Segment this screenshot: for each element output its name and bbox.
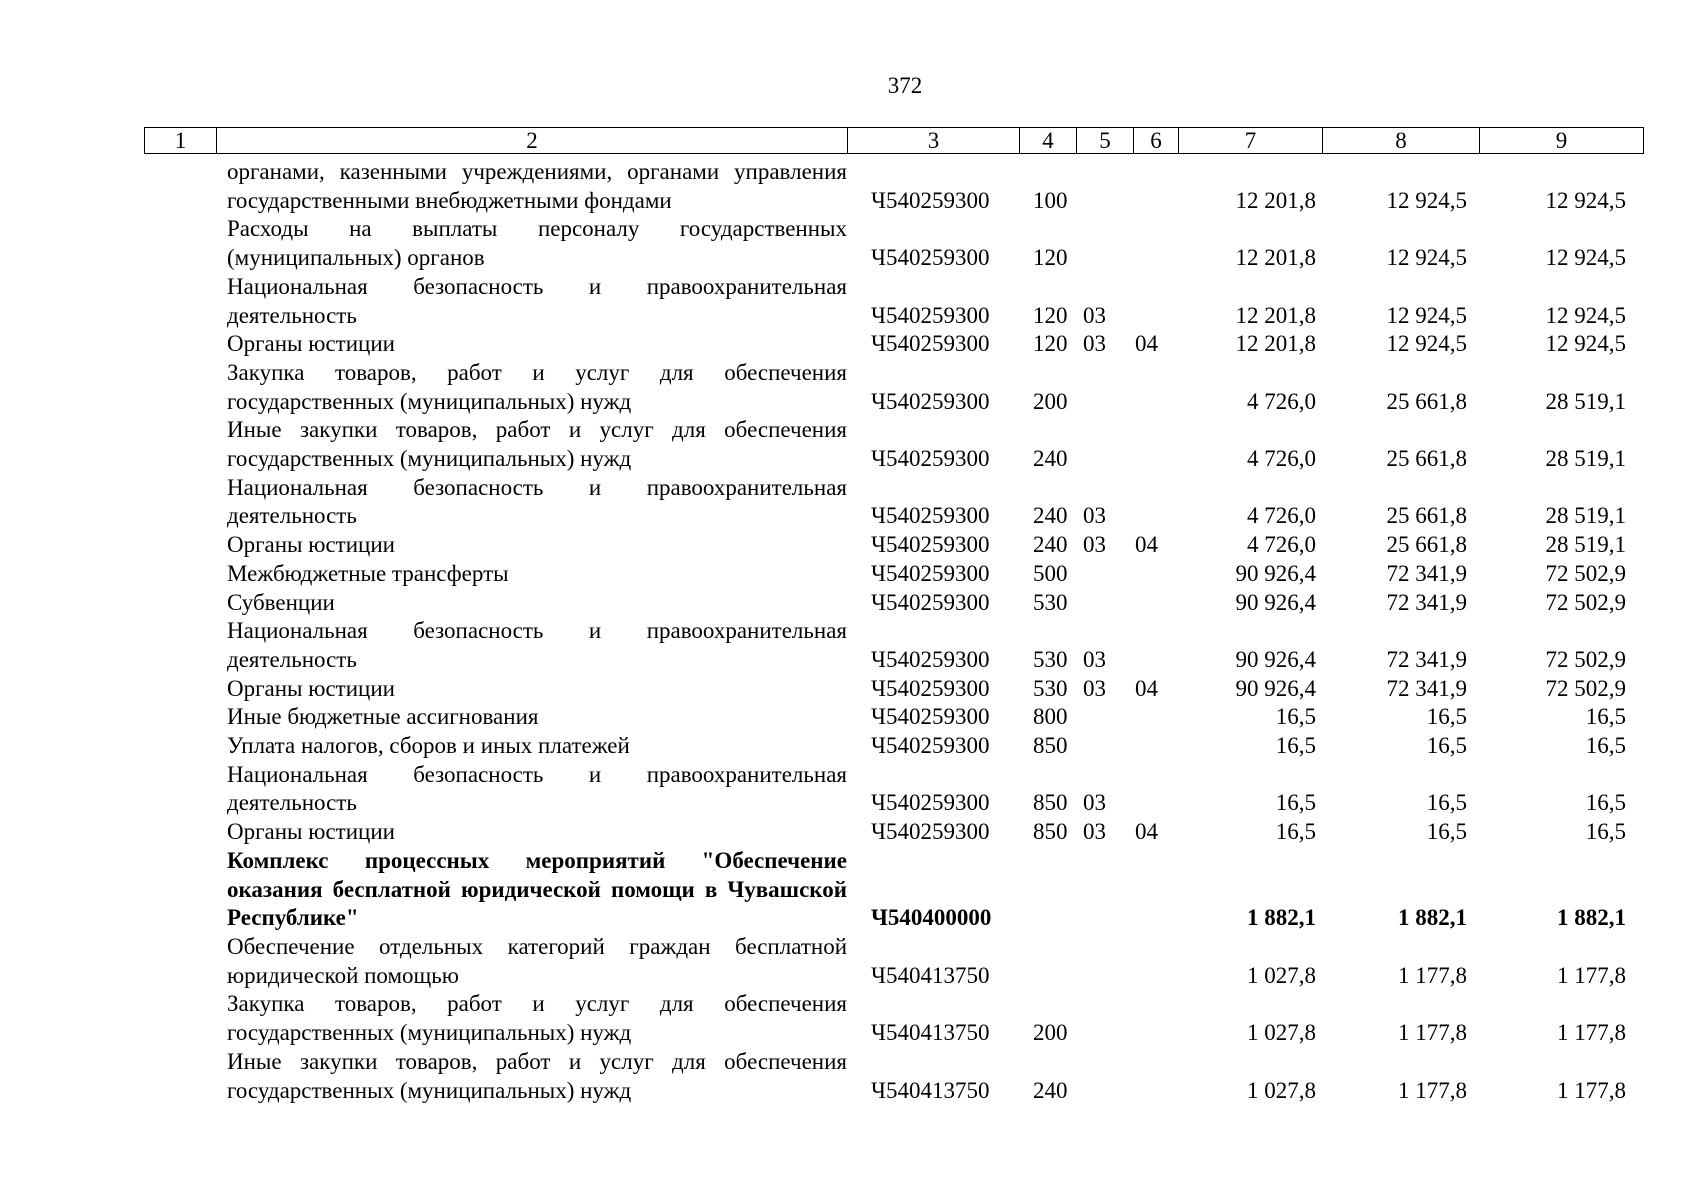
table-row	[144, 273, 1643, 330]
row-amount-3: 72 502,9	[1545, 646, 1626, 672]
row-section: 03	[1083, 302, 1106, 328]
table-row	[144, 474, 1643, 531]
row-target-code: Ч540259300	[871, 532, 990, 558]
table-row	[144, 703, 1643, 732]
row-amount-2: 72 341,9	[1386, 589, 1467, 615]
table-row	[144, 589, 1643, 618]
row-name: Расходы на выплаты персоналу государственных (муниципальных) органов	[227, 216, 847, 271]
row-amount-1: 1 027,8	[1247, 962, 1316, 988]
row-amount-2: 1 177,8	[1398, 1077, 1467, 1103]
row-target-code: Ч540259300	[871, 245, 990, 271]
row-amount-2: 16,5	[1426, 733, 1467, 759]
row-name: Обеспечение отдельных категорий граждан бесплатной юридической помощью	[227, 933, 847, 988]
row-target-code: Ч540413750	[871, 1077, 990, 1103]
row-target-code: Ч540259300	[871, 589, 990, 615]
row-name: Органы юстиции	[227, 819, 395, 845]
column-header-5: 5	[1077, 128, 1134, 154]
row-expense-type: 500	[1033, 560, 1068, 586]
row-amount-3: 72 502,9	[1545, 675, 1626, 701]
row-amount-1: 16,5	[1275, 790, 1316, 816]
table-row	[144, 675, 1643, 704]
row-amount-3: 12 924,5	[1545, 245, 1626, 271]
row-amount-1: 12 201,8	[1235, 331, 1316, 357]
row-subsection: 04	[1135, 532, 1158, 558]
row-name: Комплекс процессных мероприятий "Обеспечение оказания бесплатной юридической помощи в Чувашской Республике"	[227, 847, 847, 931]
row-expense-type: 530	[1033, 646, 1068, 672]
row-subsection: 04	[1135, 675, 1158, 701]
row-amount-3: 16,5	[1585, 819, 1626, 845]
row-target-code: Ч540259300	[871, 331, 990, 357]
row-amount-1: 90 926,4	[1235, 589, 1316, 615]
row-section: 03	[1083, 532, 1106, 558]
row-amount-3: 72 502,9	[1545, 560, 1626, 586]
row-expense-type: 850	[1033, 790, 1068, 816]
row-name: Межбюджетные трансферты	[227, 560, 509, 586]
table-row	[144, 617, 1643, 674]
row-amount-1: 90 926,4	[1235, 675, 1316, 701]
row-expense-type: 200	[1033, 1020, 1068, 1046]
row-name: Закупка товаров, работ и услуг для обеспечения государственных (муниципальных) нужд	[227, 991, 847, 1046]
row-expense-type: 200	[1033, 388, 1068, 414]
table-row	[144, 847, 1643, 933]
page-number: 372	[887, 73, 923, 98]
table-row	[144, 531, 1643, 560]
row-expense-type: 850	[1033, 733, 1068, 759]
table-row	[144, 158, 1643, 215]
row-section: 03	[1083, 675, 1106, 701]
row-section: 03	[1083, 790, 1106, 816]
row-name: Иные закупки товаров, работ и услуг для обеспечения государственных (муниципальных) нужд	[227, 417, 847, 472]
row-target-code: Ч540413750	[871, 1020, 990, 1046]
column-header-2: 2	[217, 128, 848, 154]
row-amount-3: 28 519,1	[1545, 388, 1626, 414]
row-amount-3: 12 924,5	[1545, 302, 1626, 328]
row-amount-3: 16,5	[1585, 733, 1626, 759]
row-target-code: Ч540259300	[871, 187, 990, 213]
row-amount-1: 4 726,0	[1247, 503, 1316, 529]
row-amount-3: 16,5	[1585, 704, 1626, 730]
row-amount-2: 25 661,8	[1386, 446, 1467, 472]
table-row	[144, 215, 1643, 272]
row-amount-2: 25 661,8	[1386, 503, 1467, 529]
table-row	[144, 330, 1643, 359]
row-amount-1: 16,5	[1275, 733, 1316, 759]
row-amount-3: 1 177,8	[1557, 1020, 1626, 1046]
row-amount-1: 90 926,4	[1235, 560, 1316, 586]
table-row	[144, 761, 1643, 818]
row-amount-3: 28 519,1	[1545, 532, 1626, 558]
column-header-9: 9	[1480, 128, 1644, 154]
row-amount-2: 72 341,9	[1386, 675, 1467, 701]
row-target-code: Ч540259300	[871, 704, 990, 730]
row-expense-type: 530	[1033, 589, 1068, 615]
row-amount-3: 1 177,8	[1557, 1077, 1626, 1103]
row-amount-2: 16,5	[1426, 819, 1467, 845]
row-name: Уплата налогов, сборов и иных платежей	[227, 733, 630, 759]
row-amount-2: 72 341,9	[1386, 560, 1467, 586]
row-amount-2: 1 177,8	[1398, 962, 1467, 988]
row-target-code: Ч540259300	[871, 646, 990, 672]
column-header-1: 1	[145, 128, 217, 154]
column-header-row	[144, 127, 1644, 154]
row-amount-1: 12 201,8	[1235, 302, 1316, 328]
row-expense-type: 120	[1033, 331, 1068, 357]
row-amount-1: 4 726,0	[1247, 388, 1316, 414]
table-row	[144, 990, 1643, 1047]
row-amount-2: 12 924,5	[1386, 245, 1467, 271]
row-expense-type: 800	[1033, 704, 1068, 730]
row-amount-2: 72 341,9	[1386, 646, 1467, 672]
row-expense-type: 240	[1033, 503, 1068, 529]
row-amount-2: 25 661,8	[1386, 532, 1467, 558]
row-expense-type: 100	[1033, 187, 1068, 213]
row-amount-1: 16,5	[1275, 819, 1316, 845]
row-amount-3: 12 924,5	[1545, 331, 1626, 357]
row-amount-2: 16,5	[1426, 704, 1467, 730]
row-expense-type: 240	[1033, 446, 1068, 472]
row-section: 03	[1083, 503, 1106, 529]
row-target-code: Ч540259300	[871, 733, 990, 759]
row-target-code: Ч540259300	[871, 675, 990, 701]
column-header-8: 8	[1323, 128, 1480, 154]
row-amount-3: 72 502,9	[1545, 589, 1626, 615]
row-amount-3: 28 519,1	[1545, 503, 1626, 529]
row-target-code: Ч540259300	[871, 446, 990, 472]
row-name: Национальная безопасность и правоохранительная деятельность	[227, 474, 847, 529]
row-name: органами, казенными учреждениями, органами управления государственными внебюджетными фондами	[227, 159, 847, 213]
row-expense-type: 240	[1033, 532, 1068, 558]
budget-table-body	[144, 158, 1643, 1105]
row-amount-1: 1 027,8	[1247, 1077, 1316, 1103]
row-name: Иные бюджетные ассигнования	[227, 704, 539, 730]
row-expense-type: 120	[1033, 245, 1068, 271]
row-expense-type: 240	[1033, 1077, 1068, 1103]
row-amount-3: 1 177,8	[1557, 962, 1626, 988]
row-target-code: Ч540259300	[871, 560, 990, 586]
row-name: Органы юстиции	[227, 331, 395, 357]
row-name: Органы юстиции	[227, 675, 395, 701]
row-amount-2: 12 924,5	[1386, 331, 1467, 357]
row-expense-type: 850	[1033, 819, 1068, 845]
row-amount-1: 4 726,0	[1247, 532, 1316, 558]
row-expense-type: 120	[1033, 302, 1068, 328]
table-row	[144, 818, 1643, 847]
table-row	[144, 560, 1643, 589]
row-amount-3: 12 924,5	[1545, 187, 1626, 213]
row-section: 03	[1083, 646, 1106, 672]
table-row	[144, 1048, 1643, 1105]
table-row	[144, 933, 1643, 990]
row-name: Иные закупки товаров, работ и услуг для обеспечения государственных (муниципальных) нужд	[227, 1048, 847, 1103]
column-header-7: 7	[1179, 128, 1323, 154]
row-name: Национальная безопасность и правоохранительная деятельность	[227, 273, 847, 328]
row-section: 03	[1083, 331, 1106, 357]
table-row	[144, 732, 1643, 761]
row-subsection: 04	[1135, 819, 1158, 845]
table-row	[144, 416, 1643, 473]
row-amount-1: 1 882,1	[1247, 905, 1316, 931]
table-row	[144, 359, 1643, 416]
row-amount-1: 16,5	[1275, 704, 1316, 730]
row-section: 03	[1083, 819, 1106, 845]
row-amount-2: 25 661,8	[1386, 388, 1467, 414]
row-target-code: Ч540400000	[871, 905, 992, 931]
row-amount-1: 12 201,8	[1235, 187, 1316, 213]
column-header-6: 6	[1134, 128, 1179, 154]
row-target-code: Ч540259300	[871, 819, 990, 845]
row-amount-3: 1 882,1	[1557, 905, 1626, 931]
row-target-code: Ч540413750	[871, 962, 990, 988]
row-amount-2: 16,5	[1426, 790, 1467, 816]
column-header-3: 3	[848, 128, 1020, 154]
column-header-4: 4	[1020, 128, 1077, 154]
row-amount-1: 90 926,4	[1235, 646, 1316, 672]
row-amount-2: 12 924,5	[1386, 302, 1467, 328]
row-amount-3: 28 519,1	[1545, 446, 1626, 472]
row-amount-2: 12 924,5	[1386, 187, 1467, 213]
row-amount-2: 1 177,8	[1398, 1020, 1467, 1046]
row-amount-1: 4 726,0	[1247, 446, 1316, 472]
row-target-code: Ч540259300	[871, 388, 990, 414]
row-amount-1: 1 027,8	[1247, 1020, 1316, 1046]
row-name: Органы юстиции	[227, 532, 395, 558]
row-amount-1: 12 201,8	[1235, 245, 1316, 271]
row-amount-2: 1 882,1	[1398, 905, 1467, 931]
row-target-code: Ч540259300	[871, 302, 990, 328]
row-amount-3: 16,5	[1585, 790, 1626, 816]
row-target-code: Ч540259300	[871, 790, 990, 816]
row-name: Национальная безопасность и правоохранительная деятельность	[227, 761, 847, 816]
row-name: Субвенции	[227, 589, 335, 615]
row-name: Национальная безопасность и правоохранительная деятельность	[227, 618, 847, 672]
row-name: Закупка товаров, работ и услуг для обеспечения государственных (муниципальных) нужд	[227, 359, 847, 414]
row-expense-type: 530	[1033, 675, 1068, 701]
row-target-code: Ч540259300	[871, 503, 990, 529]
row-subsection: 04	[1135, 331, 1158, 357]
